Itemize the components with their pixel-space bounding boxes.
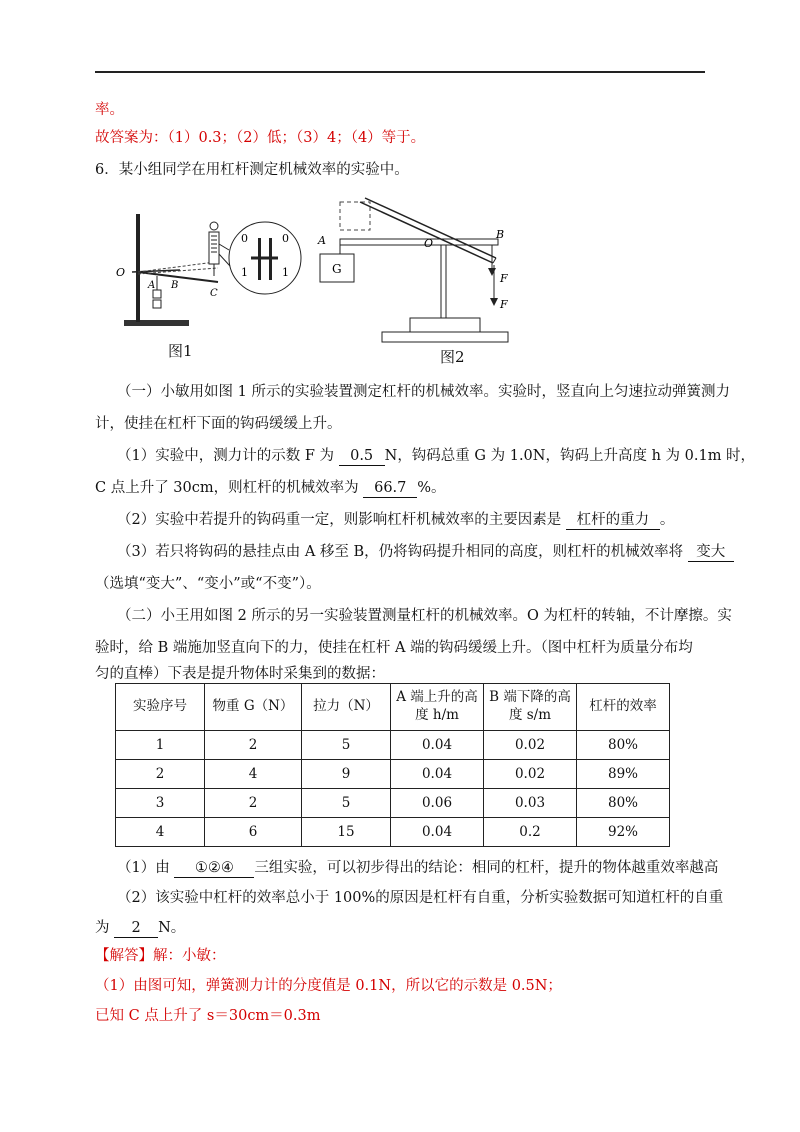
table-header-cell: 实验序号 — [116, 684, 205, 731]
table-cell: 2 — [205, 731, 302, 760]
q3-line2: （选填“变大”、“变小”或“不变”）。 — [95, 576, 321, 592]
table-cell: 2 — [205, 789, 302, 818]
solution-line2: 已知 C 点上升了 s＝30cm＝0.3m — [95, 1008, 321, 1024]
part1-intro-line2: 计，使挂在杠杆下面的钩码缓缓上升。 — [95, 416, 342, 432]
q3-pre: （3）若只将钩码的悬挂点由 A 移至 B，仍将钩码提升相同的高度，则杠杆的机械效率将 — [117, 544, 684, 560]
table-q1-answer: ①②④ — [174, 861, 254, 878]
fig2-label-b: B — [496, 228, 505, 241]
q1-line2-pre: C 点上升了 30cm，则杠杆的机械效率为 — [95, 480, 359, 496]
table-header-cell: B 端下降的高度 s/m — [484, 684, 577, 731]
q1-line1 — [117, 444, 755, 466]
table-row — [116, 789, 670, 818]
table-cell: 5 — [302, 731, 391, 760]
q2-answer: 杠杆的重力 — [566, 513, 660, 530]
figure-2 — [310, 190, 530, 350]
fig1-label-o: O — [116, 266, 126, 279]
table-cell: 0.04 — [391, 731, 484, 760]
q2-line — [117, 508, 674, 530]
fig1-scale-left-top: 0 — [241, 232, 248, 245]
table-header-cell: 拉力（N） — [302, 684, 391, 731]
figure-2-caption: 图2 — [440, 348, 465, 366]
q3-line1 — [117, 540, 734, 562]
table-cell: 4 — [205, 760, 302, 789]
table-q2-answer: 2 — [114, 921, 158, 938]
table-cell: 1 — [116, 731, 205, 760]
part1-intro-line1: （一）小敏用如图 1 所示的实验装置测定杠杆的机械效率。实验时，竖直向上匀速拉动弹簧测力 — [117, 384, 730, 400]
q2-pre: （2）实验中若提升的钩码重一定，则影响杠杆机械效率的主要因素是 — [117, 512, 562, 528]
table-cell: 9 — [302, 760, 391, 789]
table-q1-pre: （1）由 — [117, 860, 170, 876]
figure-1 — [110, 210, 310, 360]
table-header-cell: 物重 G（N） — [205, 684, 302, 731]
table-header-cell: A 端上升的高度 h/m — [391, 684, 484, 731]
fig1-label-a: A — [148, 280, 156, 291]
table-row — [116, 760, 670, 789]
q2-post: 。 — [659, 512, 675, 528]
table-cell: 0.04 — [391, 760, 484, 789]
table-q1-post: 三组实验，可以初步得出的结论：相同的杠杆，提升的物体越重效率越高 — [254, 860, 719, 876]
table-cell: 6 — [205, 818, 302, 847]
table-q2-line1: （2）该实验中杠杆的效率总小于 100%的原因是杠杆有自重，分析实验数据可知道杠杆的自重 — [117, 890, 724, 906]
fig2-label-f2: F — [500, 298, 508, 311]
fig1-label-c: C — [210, 288, 218, 299]
figure-1-caption: 图1 — [168, 342, 193, 360]
table-cell: 92% — [577, 818, 670, 847]
q3-answer: 变大 — [688, 545, 734, 562]
fig2-label-o: O — [424, 237, 434, 250]
part2-line1: （二）小王用如图 2 所示的另一实验装置测量杠杆的机械效率。O 为杠杆的转轴，不计摩擦。实 — [117, 608, 732, 624]
answer-tail-line: 率。 — [95, 102, 124, 118]
table-cell: 89% — [577, 760, 670, 789]
fig2-label-a: A — [318, 234, 326, 247]
solution-line1: （1）由图可知，弹簧测力计的分度值是 0.1N，所以它的示数是 0.5N； — [95, 978, 562, 994]
data-table — [115, 683, 670, 847]
q1-line2 — [95, 476, 446, 498]
q1-answer-efficiency: 66.7 — [363, 481, 417, 498]
part2-line3: 匀的直棒）下表是提升物体时采集到的数据： — [95, 666, 385, 682]
question-stem: 6．某小组同学在用杠杆测定机械效率的实验中。 — [95, 162, 409, 178]
table-header-row — [116, 684, 670, 731]
table-cell: 3 — [116, 789, 205, 818]
table-cell: 0.04 — [391, 818, 484, 847]
table-row — [116, 818, 670, 847]
table-q2-pre: 为 — [95, 920, 110, 936]
fig1-scale-right-bottom: 1 — [282, 266, 289, 279]
table-cell: 4 — [116, 818, 205, 847]
table-row — [116, 731, 670, 760]
table-cell: 0.02 — [484, 731, 577, 760]
table-cell: 0.2 — [484, 818, 577, 847]
fig2-label-g: G — [332, 262, 342, 276]
table-cell: 0.02 — [484, 760, 577, 789]
q1-line1-pre: （1）实验中，测力计的示数 F 为 — [117, 448, 335, 464]
table-cell: 2 — [116, 760, 205, 789]
top-rule — [95, 71, 705, 73]
previous-answer-line: 故答案为：（1）0.3；（2）低；（3）4；（4）等于。 — [95, 130, 426, 146]
table-q1-line — [117, 856, 718, 878]
fig1-scale-right-top: 0 — [282, 232, 289, 245]
table-cell: 80% — [577, 789, 670, 818]
table-cell: 0.03 — [484, 789, 577, 818]
fig1-scale-left-bottom: 1 — [241, 266, 248, 279]
table-cell: 5 — [302, 789, 391, 818]
part2-line2: 验时，给 B 端施加竖直向下的力，使挂在杠杆 A 端的钩码缓缓上升。（图中杠杆为质量分布均 — [95, 640, 693, 656]
table-cell: 0.06 — [391, 789, 484, 818]
q1-line1-post: N，钩码总重 G 为 1.0N，钩码上升高度 h 为 0.1m 时， — [384, 448, 756, 464]
solution-heading: 【解答】解：小敏： — [95, 948, 226, 964]
table-q2-line2 — [95, 916, 185, 938]
fig1-label-b: B — [171, 280, 179, 291]
table-q2-post: N。 — [158, 920, 186, 936]
fig2-label-f1: F — [500, 272, 508, 285]
table-cell: 15 — [302, 818, 391, 847]
table-header-cell: 杠杆的效率 — [577, 684, 670, 731]
q1-line2-post: %。 — [417, 480, 446, 496]
q1-answer-force: 0.5 — [339, 449, 385, 466]
table-cell: 80% — [577, 731, 670, 760]
